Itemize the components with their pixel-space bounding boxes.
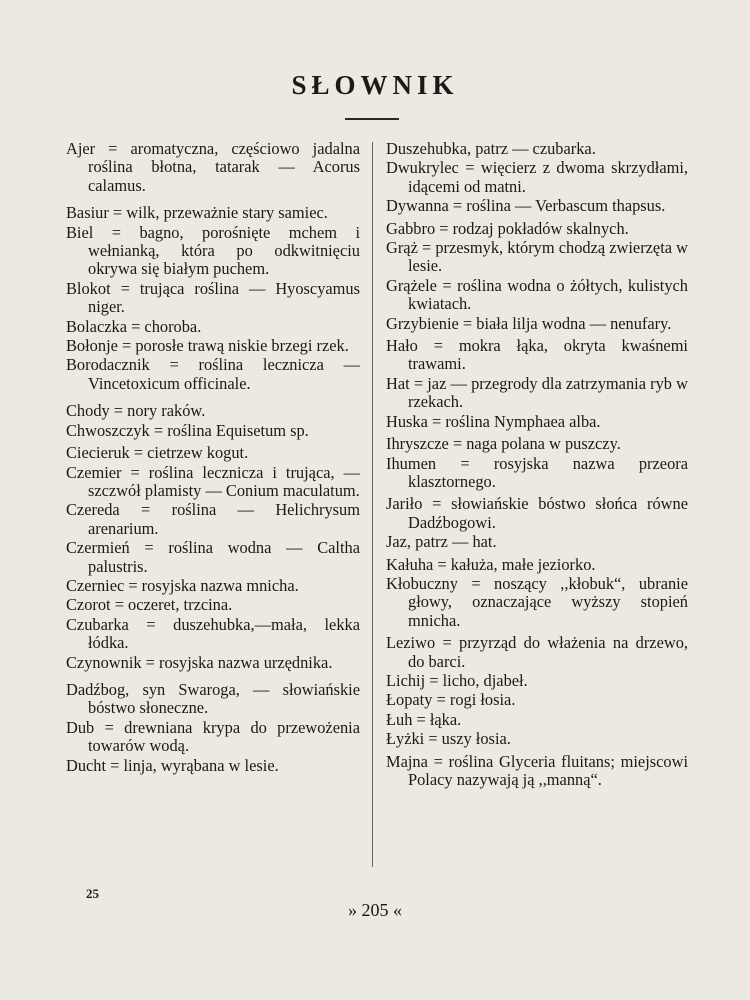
glossary-entry: Majna = roślina Glyceria fluitans; miejscowi Polacy nazywają ją ,,manną“. <box>386 751 688 789</box>
glossary-entry: Kałuha = kałuża, małe jeziorko. <box>386 554 596 574</box>
glossary-entry: Duszehubka, patrz — czubarka. <box>386 139 596 158</box>
glossary-entry: Chody = nory raków. <box>66 401 206 421</box>
glossary-entry: Biel = bagno, porośnięte mchem i wełnianką, która po odkwitnięciu okrywa się białym puchem. <box>66 222 360 279</box>
glossary-entry: Grąż = przesmyk, którym chodzą zwierzęta w lesie. <box>386 238 688 276</box>
title-rule <box>345 118 399 120</box>
column-divider <box>372 142 373 867</box>
glossary-entry: Czereda = roślina — Helichrysum arenarium. <box>66 500 360 538</box>
page-title: SŁOWNIK <box>291 70 459 100</box>
glossary-entry: Dywanna = roślina — Verbascum thapsus. <box>386 196 666 216</box>
glossary-entry: Kłobuczny = noszący ,,kłobuk“, ubranie głowy, oznaczające wyższy stopień mnicha. <box>386 573 688 630</box>
glossary-entry: Basiur = wilk, przeważnie stary samiec. <box>66 203 328 223</box>
signature-mark: 25 <box>86 886 99 901</box>
glossary-entry: Czubarka = duszehubka,—mała, lekka łódka. <box>66 614 360 653</box>
glossary-entry: Łuh = łąka. <box>386 709 462 729</box>
left-column <box>66 140 360 775</box>
right-column <box>386 140 688 789</box>
glossary-entry: Jariło = słowiańskie bóstwo słońca równe Dadźbogowi. <box>386 494 688 532</box>
glossary-entry: Bolaczka = choroba. <box>66 316 202 336</box>
glossary-entry: Blokot = trująca roślina — Hyoscyamus niger. <box>66 278 360 317</box>
glossary-entry: Borodacznik = roślina lecznicza — Vincetoxicum officinale. <box>66 355 360 393</box>
glossary-entry: Czorot = oczeret, trzcina. <box>66 595 233 615</box>
glossary-entry: Czynownik = rosyjska nazwa urzędnika. <box>66 652 333 672</box>
glossary-entry: Dadźbog, syn Swaroga, — słowiańskie bóstwo słoneczne. <box>66 679 360 718</box>
glossary-entry: Grążele = roślina wodna o żółtych, kulistych kwiatach. <box>386 275 688 314</box>
glossary-entry: Czemier = roślina lecznicza i trująca, — szczwół plamisty — Conium maculatum. <box>66 462 360 500</box>
glossary-entry: Ajer = aromatyczna, częściowo jadalna roślina błotna, tatarak — Acorus calamus. <box>66 139 360 195</box>
glossary-entry: Czerniec = rosyjska nazwa mnicha. <box>66 575 299 595</box>
glossary-entry: Chwoszczyk = roślina Equisetum sp. <box>66 420 309 440</box>
glossary-entry: Ciecieruk = cietrzew kogut. <box>66 443 249 463</box>
glossary-entry: Leziwo = przyrząd do włażenia na drzewo, do barci. <box>386 633 688 671</box>
glossary-entry: Ducht = linja, wyrąbana w lesie. <box>66 755 279 775</box>
page-number: » 205 « <box>348 900 402 920</box>
glossary-entry: Ihryszcze = naga polana w puszczy. <box>386 434 621 454</box>
glossary-entry: Jaz, patrz — hat. <box>386 532 497 552</box>
glossary-entry: Dwukrylec = więcierz z dwoma skrzydłami, idącemi od matni. <box>386 158 688 196</box>
glossary-entry: Gabbro = rodzaj pokładów skalnych. <box>386 218 629 238</box>
glossary-entry: Łopaty = rogi łosia. <box>386 690 516 710</box>
glossary-entry: Huska = roślina Nymphaea alba. <box>386 411 601 431</box>
glossary-entry: Dub = drewniana krypa do przewożenia towarów wodą. <box>66 717 360 756</box>
glossary-entry: Hat = jaz — przegrody dla zatrzymania ryb w rzekach. <box>386 373 688 412</box>
glossary-entry: Grzybienie = biała lilja wodna — nenufary. <box>386 313 672 333</box>
glossary-entry: Ihumen = rosyjska nazwa przeora klasztornego. <box>386 453 688 491</box>
glossary-entry: Lichij = licho, djabeł. <box>386 670 528 690</box>
glossary-entry: Bołonje = porosłe trawą niskie brzegi rzek. <box>66 336 349 356</box>
glossary-entry: Czermień = roślina wodna — Caltha palustris. <box>66 538 360 576</box>
glossary-entry: Łyżki = uszy łosia. <box>386 729 511 749</box>
glossary-entry: Hało = mokra łąka, okryta kwaśnemi trawami. <box>386 336 688 374</box>
